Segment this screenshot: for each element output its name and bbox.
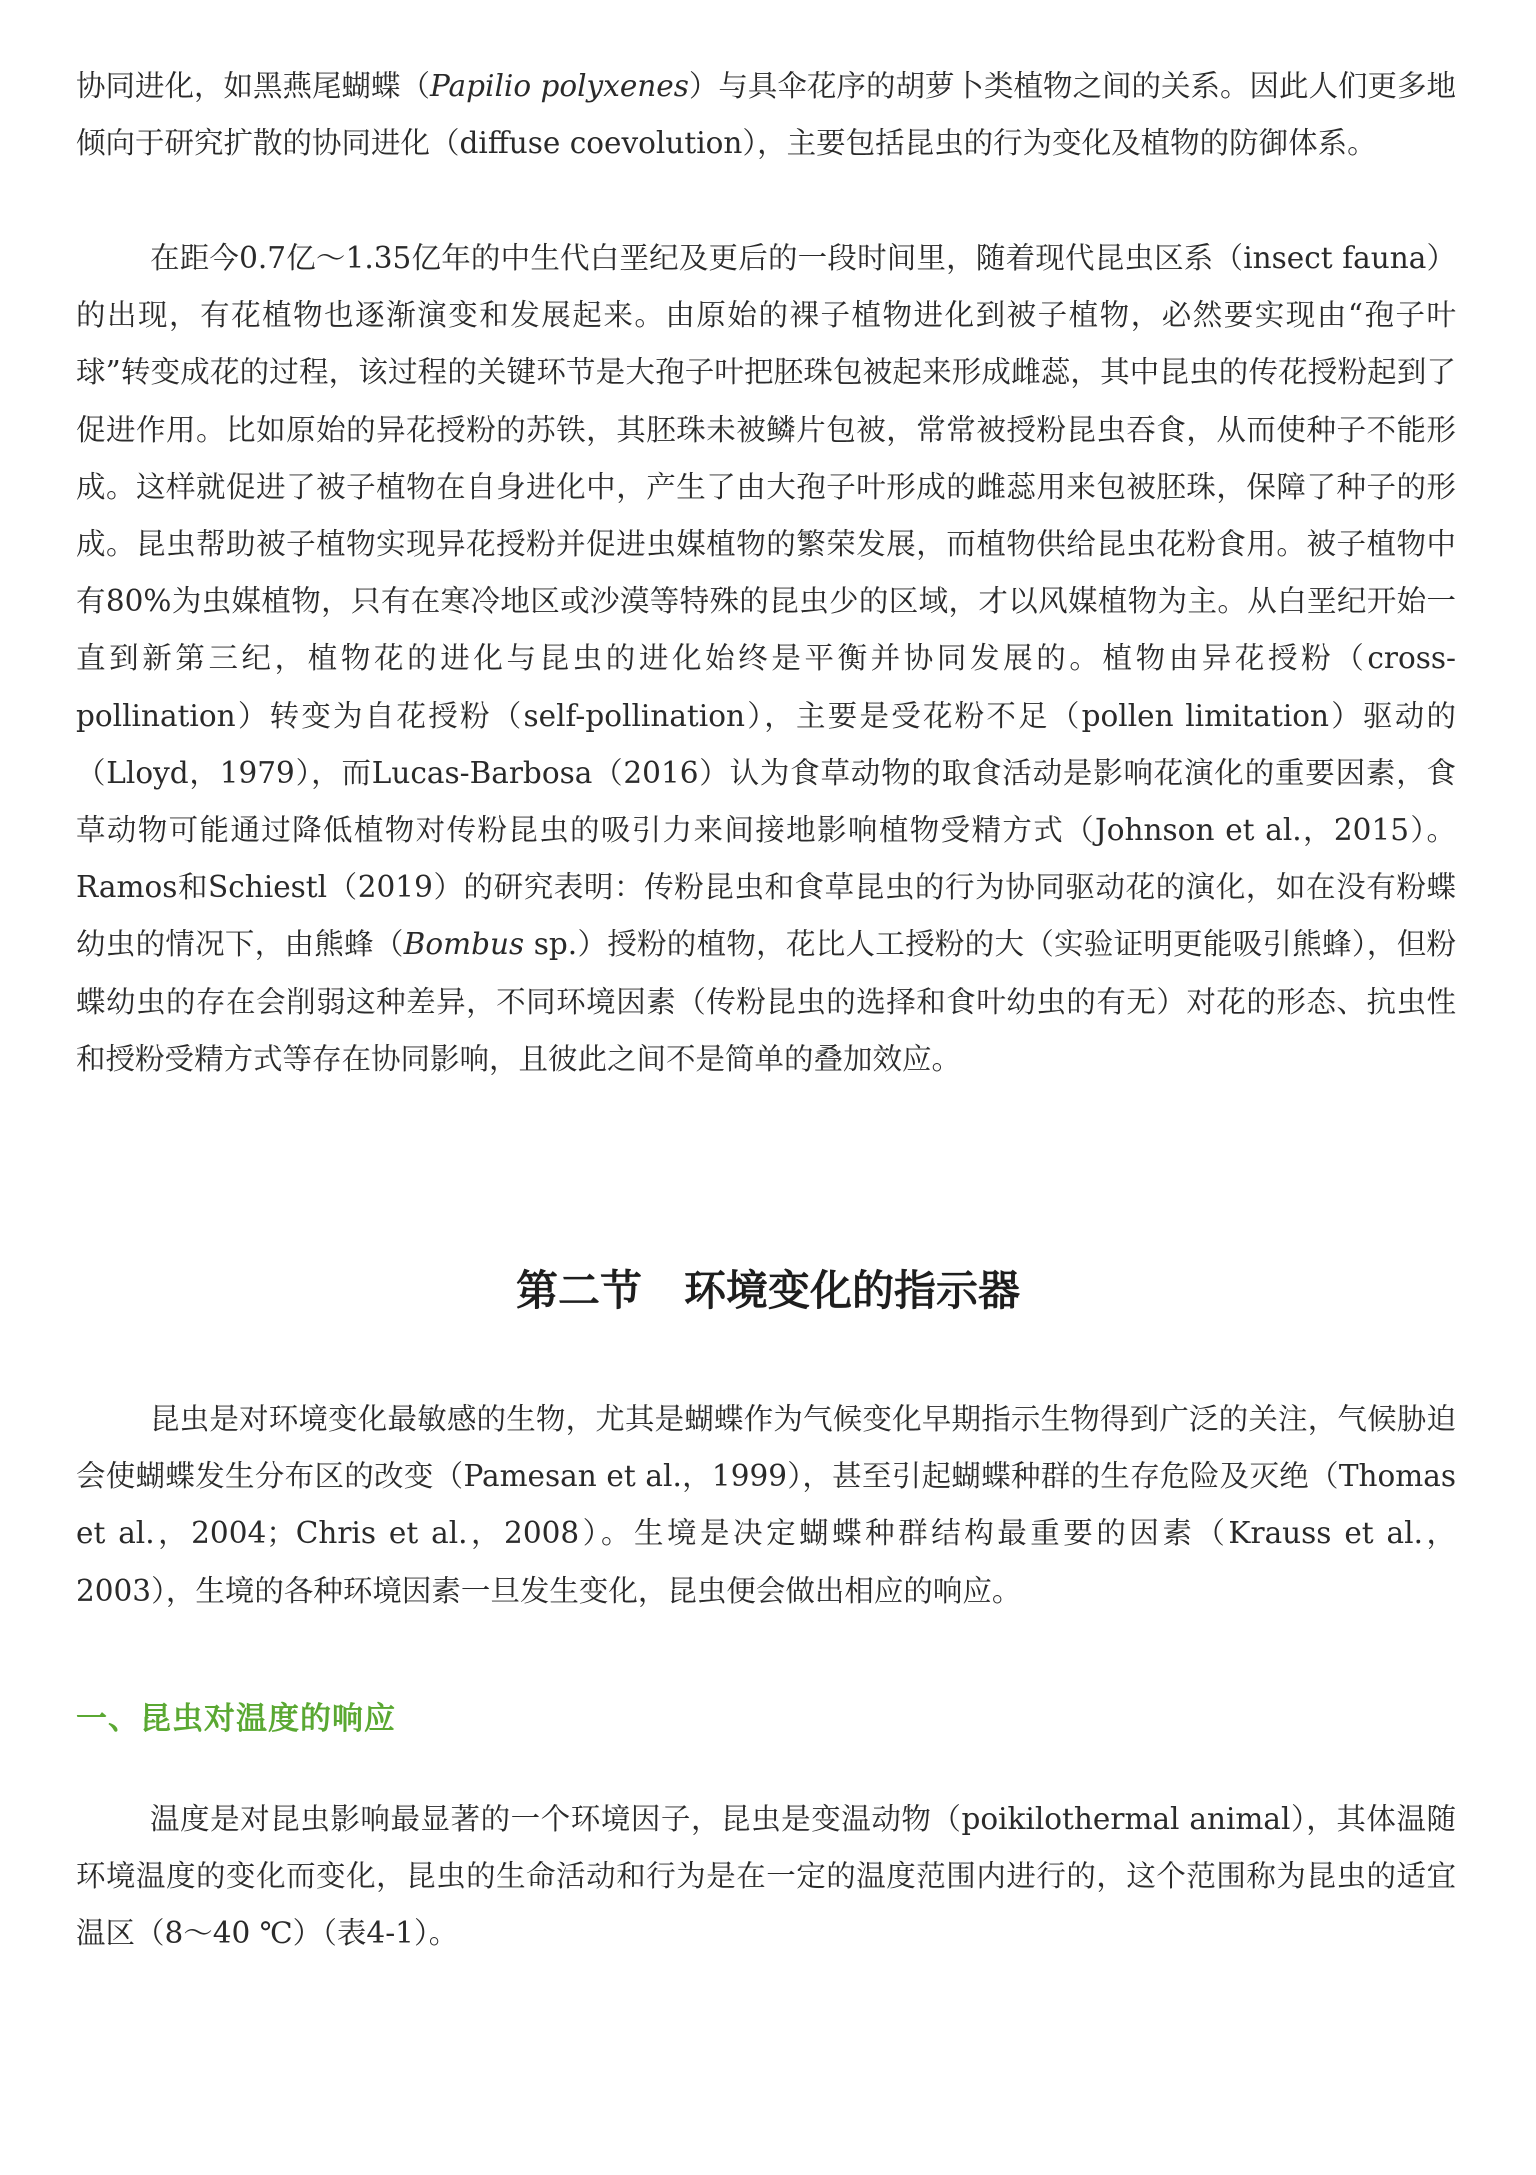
paragraph-coevolution-intro: 协同进化，如黑燕尾蝴蝶（Papilio polyxenes）与具伞花序的胡萝卜类植物之间的关系。因此人们更多地倾向于研究扩散的协同进化（diffuse coevolution），主要包括昆虫的行为变化及植物的防御体系。 (76, 69, 1456, 161)
italic-term: Papilio polyxenes (430, 69, 689, 103)
paragraph-temperature-response: 温度是对昆虫影响最显著的一个环境因子，昆虫是变温动物（poikilothermal animal），其体温随环境温度的变化而变化，昆虫的生命活动和行为是在一定的温度范围内进行的，这个范围称为昆虫的适宜温区（8～40 ℃）（表4-1）。 (76, 1802, 1456, 1951)
paragraph-flowering-plants-evolution: 在距今0.7亿～1.35亿年的中生代白垩纪及更后的一段时间里，随着现代昆虫区系（insect fauna）的出现，有花植物也逐渐演变和发展起来。由原始的裸子植物进化到被子植物，必然要实现由“孢子叶球”转变成花的过程，该过程的关键环节是大孢子叶把胚珠包被起来形成雌蕊，其中昆虫的传花授粉起到了促进作用。比如原始的异花授粉的苏铁，其胚珠未被鳞片包被，常常被授粉昆虫吞食，从而使种子不能形成。这样就促进了被子植物在自身进化中，产生了由大孢子叶形成的雌蕊用来包被胚珠，保障了种子的形成。昆虫帮助被子植物实现异花授粉并促进虫媒植物的繁荣发展，而植物供给昆虫花粉食用。被子植物中有80%为虫媒植物，只有在寒冷地区或沙漠等特殊的昆虫少的区域，才以风媒植物为主。从白垩纪开始一直到新第三纪，植物花的进化与昆虫的进化始终是平衡并协同发展的。植物由异花授粉（cross-pollination）转变为自花授粉（self-pollination），主要是受花粉不足（pollen limitation）驱动的（Lloyd，1979），而Lucas-Barbosa（2016）认为食草动物的取食活动是影响花演化的重要因素，食草动物可能通过降低植物对传粉昆虫的吸引力来间接地影响植物受精方式（Johnson et al.，2015）。Ramos和Schiestl（2019）的研究表明：传粉昆虫和食草昆虫的行为协同驱动花的演化，如在没有粉蝶幼虫的情况下，由熊蜂（Bombus sp.）授粉的植物，花比人工授粉的大（实验证明更能吸引熊蜂），但粉蝶幼虫的存在会削弱这种差异，不同环境因素（传粉昆虫的选择和食叶幼虫的有无）对花的形态、抗虫性和授粉受精方式等存在协同影响，且彼此之间不是简单的叠加效应。 (76, 241, 1456, 1076)
subsection-title: 一、昆虫对温度的响应 (76, 1701, 396, 1737)
section-title: 第二节 环境变化的指示器 (515, 1266, 1020, 1315)
italic-term: Bombus (403, 927, 525, 962)
paragraph-environment-indicator: 昆虫是对环境变化最敏感的生物，尤其是蝴蝶作为气候变化早期指示生物得到广泛的关注，气候胁迫会使蝴蝶发生分布区的改变（Pamesan et al.，1999），甚至引起蝴蝶种群的生存危险及灭绝（Thomas et al.，2004；Chris et al.，2008）。生境是决定蝴蝶种群结构最重要的因素（Krauss et al.，2003），生境的各种环境因素一旦发生变化，昆虫便会做出相应的响应。 (76, 1402, 1456, 1608)
